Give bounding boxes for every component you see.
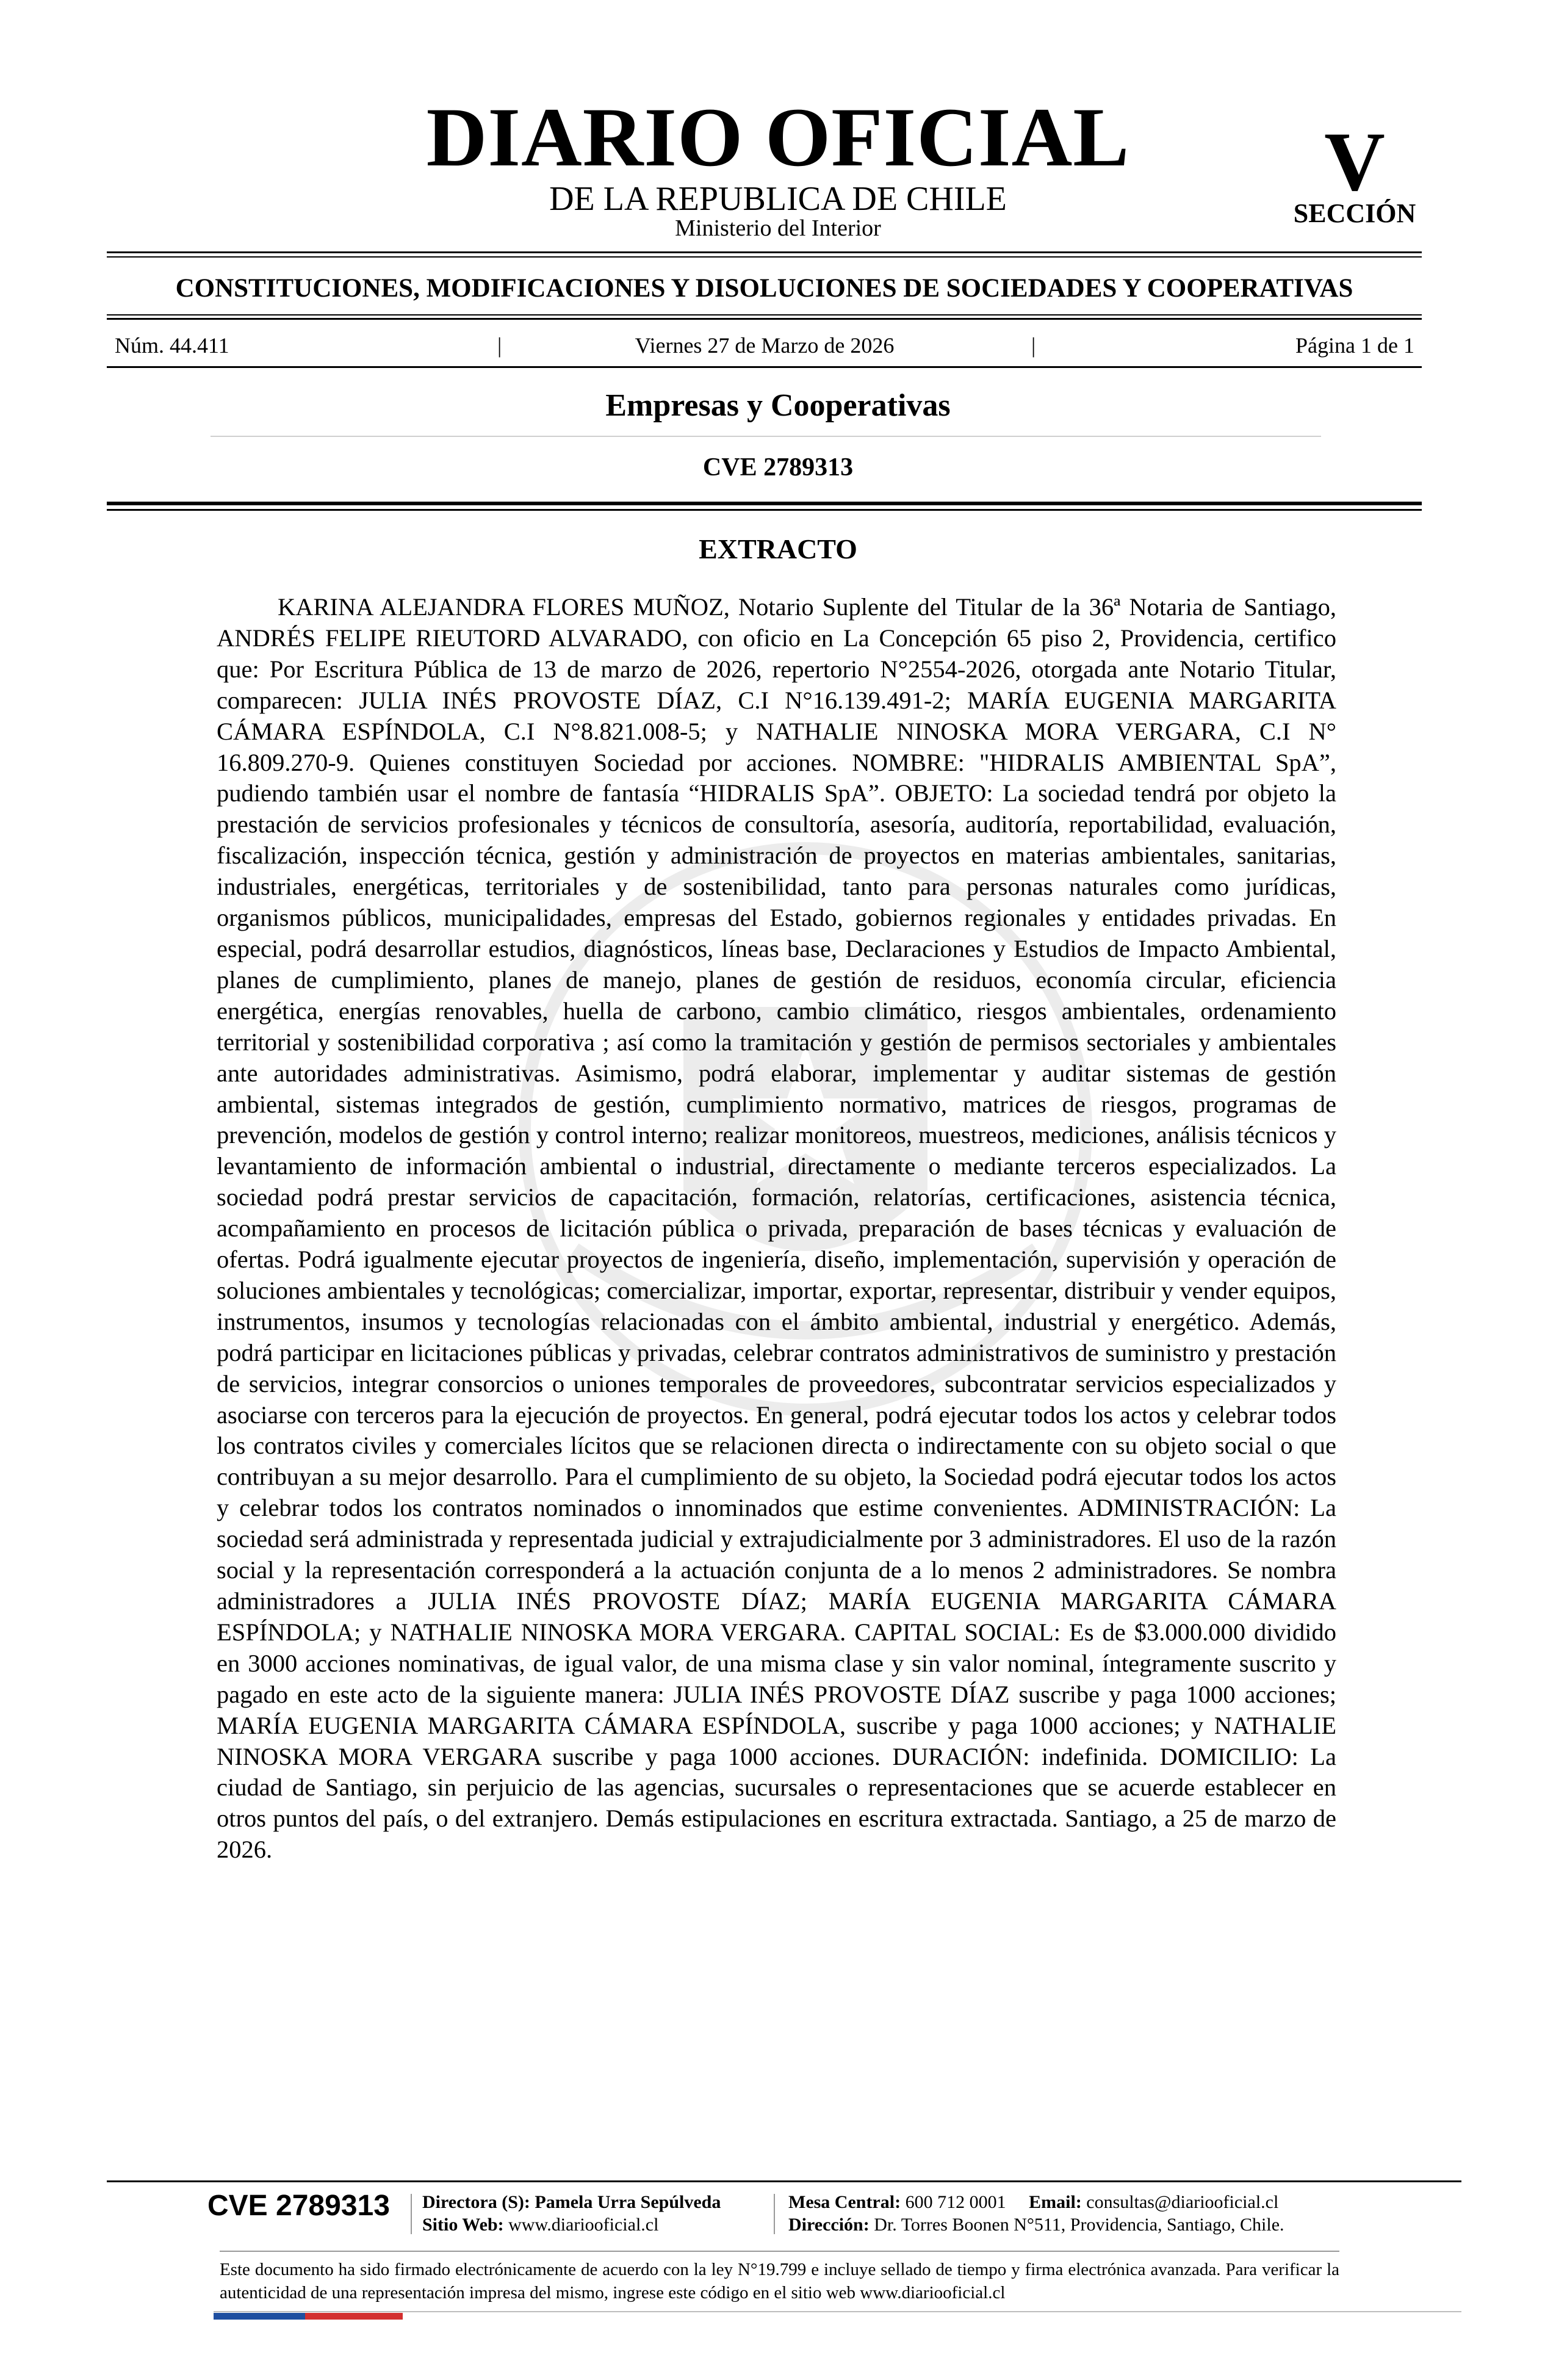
issue-date: Viernes 27 de Marzo de 2026 <box>635 333 895 358</box>
category-title: Empresas y Cooperativas <box>605 388 951 423</box>
footer-separator <box>411 2194 412 2234</box>
masthead-rule-bottom <box>107 256 1422 258</box>
section-title: CONSTITUCIONES, MODIFICACIONES Y DISOLUCIONES DE SOCIEDADES Y COOPERATIVAS <box>175 274 1353 303</box>
flag-rule <box>214 2311 1461 2312</box>
email-label: Email: <box>1029 2192 1082 2212</box>
extract-body: KARINA ALEJANDRA FLORES MUÑOZ, Notario Suplente del Titular de la 36ª Notaria de Santiago, ANDRÉS FELIPE RIEUTORD ALVARADO, con oficio en La Concepción 65 piso 2, Providencia, certifico que: Por Escritura Pública de 13 de marzo de 2026, repertorio N°2554-2026, otorgada ante Notario Titular, comparecen: JULIA INÉS PROVOSTE DÍAZ, C.I N°16.139.491-2; MARÍA EUGENIA MARGARITA CÁMARA ESPÍNDOLA, C.I N°8.821.008-5; y NATHALIE NINOSKA MORA VERGARA, C.I N° 16.809.270-9. Quienes constituyen Sociedad por acciones. NOMBRE: "HIDRALIS AMBIENTAL SpA”, pudiendo también usar el nombre de fantasía “HIDRALIS SpA”. OBJETO: La sociedad tendrá por objeto la prestación de servicios profesionales y técnicos de consultoría, asesoría, auditoría, reportabilidad, evaluación, fiscalización, inspección técnica, gestión y administración de proyectos en materias ambientales, sanitarias, industriales, energéticas, territoriales y de sostenibilidad, tanto para personas naturales como jurídicas, organismos públicos, municipalidades, empresas del Estado, gobiernos regionales y entidades privadas. En especial, podrá desarrollar estudios, diagnósticos, líneas base, Declaraciones y Estudios de Impacto Ambiental, planes de cumplimiento, planes de manejo, planes de gestión de residuos, economía circular, eficiencia energética, energías renovables, huella de carbono, cambio climático, riesgos ambientales, ordenamiento territorial y sostenibilidad corporativa ; así como la tramitación y gestión de permisos sectoriales y ambientales ante autoridades administrativas. Asimismo, podrá elaborar, implementar y auditar sistemas de gestión ambiental, sistemas integrados de gestión, cumplimiento normativo, matrices de riesgos, programas de prevención, modelos de gestión y control interno; realizar monitoreos, muestreos, mediciones, análisis técnicos y levantamiento de información ambiental o industrial, directamente o mediante terceros especializados. La sociedad podrá prestar servicios de capacitación, formación, relatorías, certificaciones, asistencia técnica, acompañamiento en procesos de licitación pública o privada, preparación de bases técnicas y evaluación de ofertas. Podrá igualmente ejecutar proyectos de ingeniería, diseño, implementación, supervisión y operación de soluciones ambientales y tecnológicas; comercializar, importar, exportar, representar, distribuir y vender equipos, instrumentos, insumos y tecnologías relacionadas con el ámbito ambiental, industrial y energético. Además, podrá participar en licitaciones públicas y privadas, celebrar contratos administrativos de suministro y prestación de servicios, integrar consorcios o uniones temporales de proveedores, subcontratar servicios especializados y asociarse con terceros para la ejecución de proyectos. En general, podrá ejecutar todos los actos y celebrar todos los contratos civiles y comerciales lícitos que se relacionen directa o indirectamente con su objeto social o que contribuyan a su mejor desarrollo. Para el cumplimiento de su objeto, la Sociedad podrá ejecutar todos los actos y celebrar todos los contratos nominados o innominados que estime convenientes. ADMINISTRACIÓN: La sociedad será administrada y representada judicial y extrajudicialmente por 3 administradores. El uso de la razón social y la representación corresponderá a la actuación conjunta de a lo menos 2 administradores. Se nombra administradores a JULIA INÉS PROVOSTE DÍAZ; MARÍA EUGENIA MARGARITA CÁMARA ESPÍNDOLA; y NATHALIE NINOSKA MORA VERGARA. CAPITAL SOCIAL: Es de $3.000.000 dividido en 3000 acciones nominativas, de igual valor, de una misma clase y sin valor nominal, íntegramente suscrito y pagado en este acto de la siguiente manera: JULIA INÉS PROVOSTE DÍAZ suscribe y paga 1000 acciones; MARÍA EUGENIA MARGARITA CÁMARA ESPÍNDOLA, suscribe y paga 1000 acciones; y NATHALIE NINOSKA MORA VERGARA suscribe y paga 1000 acciones. DURACIÓN: indefinida. DOMICILIO: La ciudad de Santiago, sin perjuicio de las agencias, sucursales o representaciones que se acuerde establecer en otros puntos del país, o del extranjero. Demás estipulaciones en escritura extractada. Santiago, a 25 de marzo de 2026. <box>217 593 1336 1864</box>
flag-stripe-red <box>305 2313 403 2320</box>
flag-stripe-blue <box>214 2313 305 2320</box>
director-name: Pamela Urra Sepúlveda <box>535 2192 721 2212</box>
masthead-title: DIARIO OFICIAL <box>426 90 1130 184</box>
central-label: Mesa Central: <box>788 2192 901 2212</box>
footer-contact-block <box>788 2191 1284 2236</box>
footer-cve-code: CVE 2789313 <box>207 2190 390 2222</box>
content-rule-top <box>107 502 1422 505</box>
footer-rule <box>107 2180 1461 2182</box>
email-link[interactable]: consultas@diariooficial.cl <box>1086 2192 1279 2212</box>
footer-separator <box>774 2194 775 2234</box>
cve-code: CVE 2789313 <box>702 453 854 481</box>
signature-notice: Este documento ha sido firmado electrónicamente de acuerdo con la ley N°19.799 e incluye sellado de tiempo y firma electrónica avanzada. Para verificar la autenticidad de una representación impresa del mismo, ingrese este código en el sitio web www.diariooficial.cl <box>220 2260 1339 2302</box>
section-number: V <box>1324 115 1385 208</box>
section-rule-top <box>107 314 1422 316</box>
issue-meta-row <box>115 331 1414 359</box>
website-link[interactable]: www.diariooficial.cl <box>508 2215 659 2235</box>
footer-director-block <box>422 2191 721 2236</box>
section-label: SECCIÓN <box>1293 198 1416 228</box>
footer-note-rule <box>220 2251 1339 2252</box>
meta-separator: | <box>497 333 502 358</box>
address-label: Dirección: <box>788 2215 870 2235</box>
masthead-subtitle: DE LA REPUBLICA DE CHILE <box>549 180 1007 218</box>
category-rule <box>211 436 1321 437</box>
website-label: Sitio Web: <box>422 2215 504 2235</box>
content-rule-bottom <box>107 509 1422 511</box>
masthead-rule-top <box>107 251 1422 253</box>
document-heading: EXTRACTO <box>699 533 857 564</box>
director-label: Directora (S): <box>422 2192 530 2212</box>
meta-rule <box>107 366 1422 368</box>
page-indicator: Página 1 de 1 <box>1295 333 1414 358</box>
masthead-ministry: Ministerio del Interior <box>675 215 881 241</box>
central-phone: 600 712 0001 <box>905 2192 1006 2212</box>
address-value: Dr. Torres Boonen N°511, Providencia, Santiago, Chile. <box>874 2215 1284 2235</box>
section-rule-bottom <box>107 318 1422 320</box>
issue-number: Núm. 44.411 <box>115 333 229 358</box>
meta-separator: | <box>1031 333 1036 358</box>
